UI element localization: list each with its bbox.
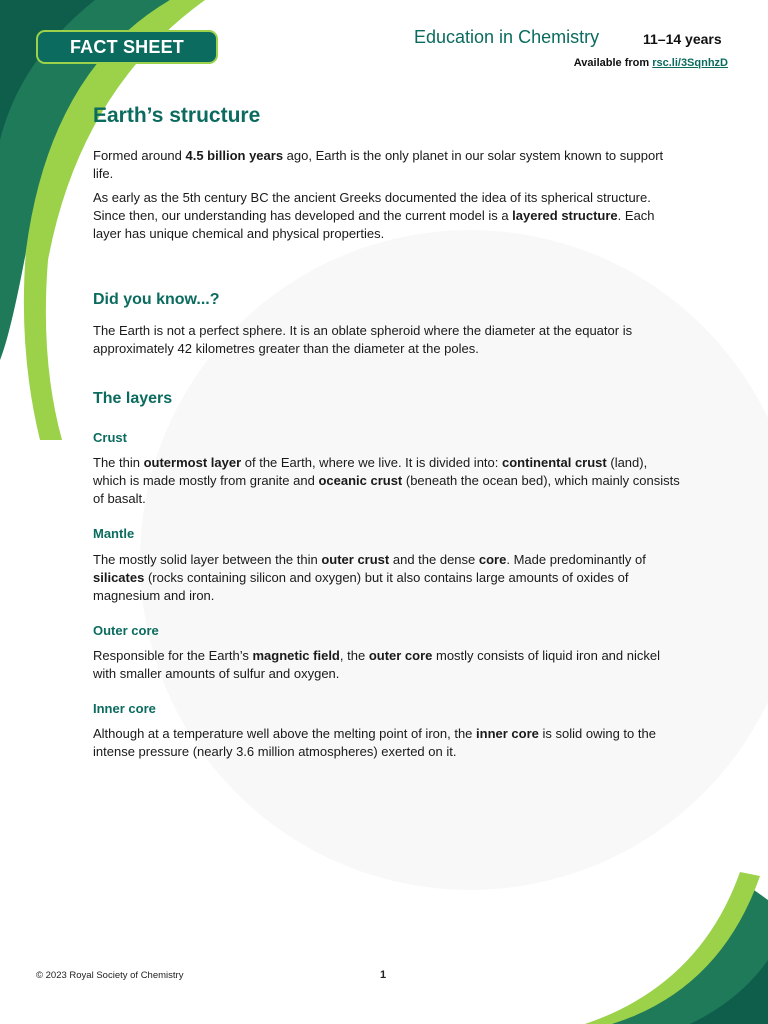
emphasis-text: layered structure bbox=[512, 208, 618, 223]
emphasis-text: continental crust bbox=[502, 455, 607, 470]
inner-core-text: Although at a temperature well above the melting point of iron, the inner core is solid owing to the intense pressure (nearly 3.6 million atmospheres) exerted on it. bbox=[93, 726, 656, 759]
crust-text: The thin outermost layer of the Earth, where we live. It is divided into: continental crust (land), which is made mostly from granite and oceanic crust (beneath the ocean bed), which mainly consists of basalt. bbox=[93, 455, 680, 506]
did-you-know-heading: Did you know...? bbox=[93, 291, 220, 308]
emphasis-text: outermost layer bbox=[143, 455, 242, 470]
intro-paragraph-2: As early as the 5th century BC the ancient Greeks documented the idea of its spherical structure. Since then, our understanding has developed and the current model is a layered structure. Each layer has unique chemical and physical properties. bbox=[93, 190, 655, 241]
page-title: Earth’s structure bbox=[93, 104, 261, 127]
emphasis-text: outer crust bbox=[321, 552, 390, 567]
emphasis-text: 4.5 billion years bbox=[185, 148, 284, 163]
availability-label: Available from bbox=[573, 57, 653, 69]
copyright-notice: © 2023 Royal Society of Chemistry bbox=[36, 970, 184, 981]
emphasis-text: oceanic crust bbox=[318, 473, 403, 488]
crust-heading: Crust bbox=[93, 430, 127, 445]
layers-heading: The layers bbox=[93, 390, 173, 407]
intro-paragraph-1: Formed around 4.5 billion years ago, Earth is the only planet in our solar system known to support life. bbox=[93, 148, 664, 181]
emphasis-text: magnetic field bbox=[252, 648, 340, 663]
age-range: 11–14 years bbox=[643, 31, 722, 47]
fact-sheet-badge: FACT SHEET bbox=[36, 30, 218, 64]
emphasis-text: silicates bbox=[93, 570, 145, 585]
emphasis-text: core bbox=[478, 552, 507, 567]
outer-core-text: Responsible for the Earth’s magnetic field, the outer core mostly consists of liquid iron and nickel with smaller amounts of sulfur and oxygen. bbox=[93, 648, 660, 681]
outer-core-heading: Outer core bbox=[93, 623, 159, 638]
mantle-heading: Mantle bbox=[93, 526, 135, 541]
mantle-text: The mostly solid layer between the thin outer crust and the dense core. Made predominantly of silicates (rocks containing silicon and oxygen) but it also contains large amounts of oxides of magnesium and iron. bbox=[93, 552, 646, 603]
inner-core-heading: Inner core bbox=[93, 701, 156, 716]
emphasis-text: outer core bbox=[368, 648, 433, 663]
did-you-know-text: The Earth is not a perfect sphere. It is an oblate spheroid where the diameter at the equator is approximately 42 kilometres greater than the diameter at the poles. bbox=[93, 323, 633, 356]
source-link[interactable]: rsc.li/3SqnhzD bbox=[652, 57, 728, 69]
publication-title: Education in Chemistry bbox=[414, 27, 600, 47]
availability-line bbox=[574, 57, 728, 69]
page-number: 1 bbox=[380, 969, 387, 981]
emphasis-text: inner core bbox=[476, 726, 539, 741]
